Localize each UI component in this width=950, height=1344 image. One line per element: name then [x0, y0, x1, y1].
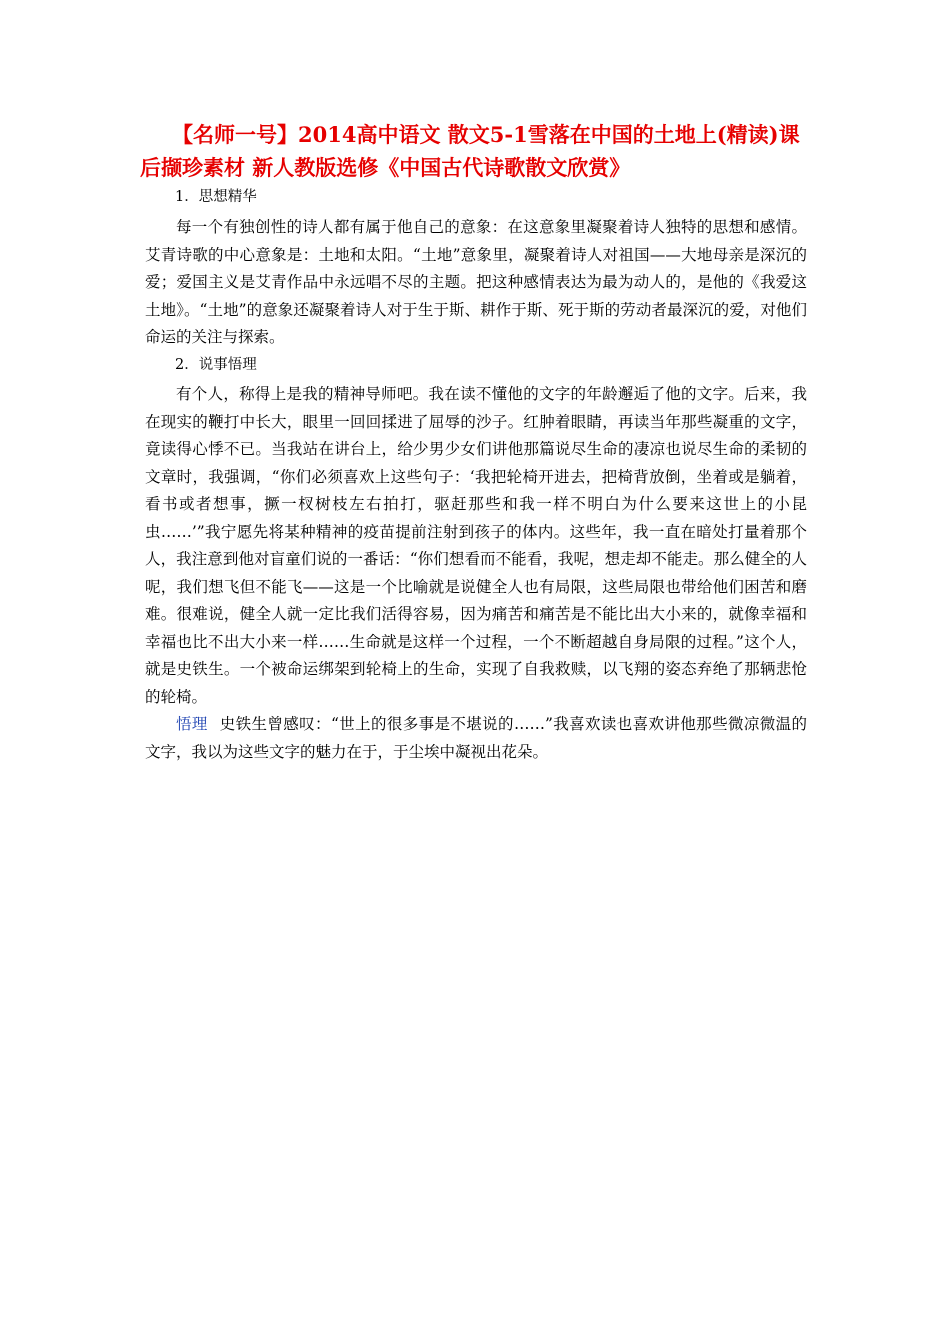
document-title: 【名师一号】2014高中语文 散文5-1雪落在中国的土地上(精读)课后撷珍素材 新人教版选修《中国古代诗歌散文欣赏》	[140, 122, 800, 180]
insight-label: 悟理	[176, 715, 208, 733]
paragraph-insight	[145, 711, 807, 766]
section-heading-story-insight: 2．说事悟理	[175, 357, 257, 373]
section-heading-thought-essence: 1．思想精华	[175, 189, 257, 205]
insight-text: 史铁生曾感叹：“世上的很多事是不堪说的……”我喜欢读也喜欢讲他那些微凉微温的文字，我以为这些文字的魅力在于，于尘埃中凝视出花朵。	[145, 715, 807, 761]
paragraph-thought-essence: 每一个有独创性的诗人都有属于他自己的意象：在这意象里凝聚着诗人独特的思想和感情。艾青诗歌的中心意象是：土地和太阳。“土地”意象里，凝聚着诗人对祖国——大地母亲是深沉的爱；爱国主义是艾青作品中永远唱不尽的主题。把这种感情表达为最为动人的，是他的《我爱这土地》。“土地”的意象还凝聚着诗人对于生于斯、耕作于斯、死于斯的劳动者最深沉的爱，对他们命运的关注与探索。	[145, 218, 807, 346]
paragraph-story: 有个人，称得上是我的精神导师吧。我在读不懂他的文字的年龄邂逅了他的文字。后来，我在现实的鞭打中长大，眼里一回回揉进了屈辱的沙子。红肿着眼睛，再读当年那些凝重的文字，竟读得心悸不已。当我站在讲台上，给少男少女们讲他那篇说尽生命的凄凉也说尽生命的柔韧的文章时，我强调，“你们必须喜欢上这些句子：‘我把轮椅开进去，把椅背放倒，坐着或是躺着，看书或者想事，撅一杈树枝左右拍打，驱赶那些和我一样不明白为什么要来这世上的小昆虫……’”我宁愿先将某种精神的疫苗提前注射到孩子的体内。这些年，我一直在暗处打量着那个人，我注意到他对盲童们说的一番话：“你们想看而不能看，我呢，想走却不能走。那么健全的人呢，我们想飞但不能飞——这是一个比喻就是说健全人也有局限，这些局限也带给他们困苦和磨难。很难说，健全人就一定比我们活得容易，因为痛苦和痛苦是不能比出大小来的，就像幸福和幸福也比不出大小来一样……生命就是这样一个过程，一个不断超越自身局限的过程。”这个人，就是史铁生。一个被命运绑架到轮椅上的生命，实现了自我救赎，以飞翔的姿态弃绝了那辆悲怆的轮椅。	[145, 385, 807, 706]
